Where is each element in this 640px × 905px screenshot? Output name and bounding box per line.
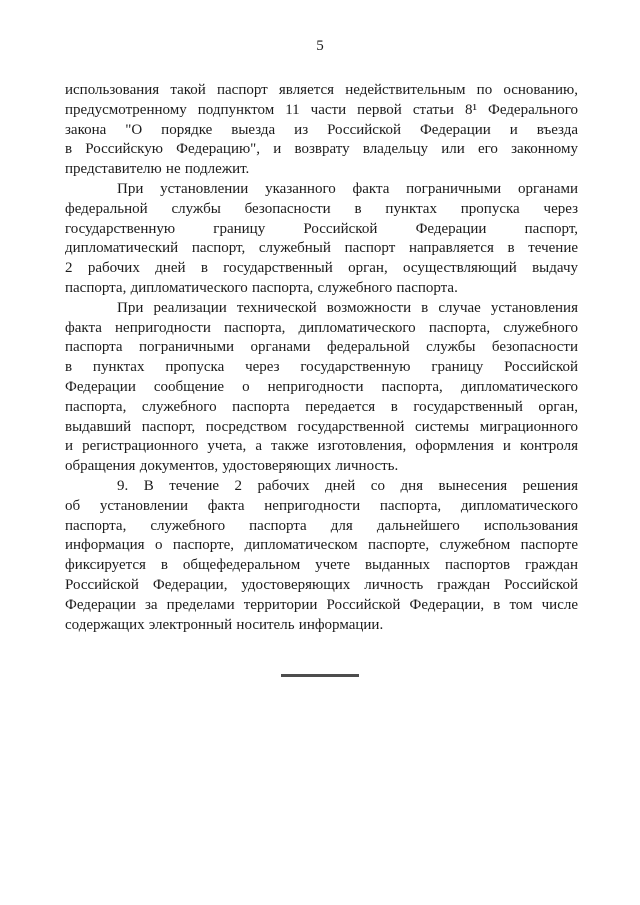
text-line: Федерации за пределами территории Российской Федерации, в том числе (65, 596, 578, 613)
text-line: в Российскую Федерацию", и возврату владельцу или его законному (65, 141, 578, 158)
paragraph (65, 180, 578, 299)
text-line: паспорта пограничными органами федеральной службы безопасности (65, 339, 578, 356)
text-line: При реализации технической возможности в случае установления (117, 299, 578, 316)
text-line: При установлении указанного факта пограничными органами (117, 180, 578, 197)
page-number: 5 (316, 38, 324, 54)
text-line: и регистрационного учета, а также изготовления, оформления и контроля (65, 438, 578, 455)
text-line: Российской Федерации, удостоверяющих личность граждан Российской (65, 576, 578, 593)
text-line: содержащих электронный носитель информации. (65, 616, 384, 633)
text-line: паспорта, служебного паспорта передается в государственный орган, (65, 398, 578, 415)
document-body (65, 81, 578, 635)
text-line: закона "О порядке выезда из Российской Федерации и въезда (65, 121, 578, 138)
text-line: об установлении факта непригодности паспорта, дипломатического (65, 497, 578, 514)
text-line: выдавший паспорт, посредством государственной системы миграционного (65, 418, 578, 435)
text-line: информация о паспорте, дипломатическом паспорте, служебном паспорте (65, 537, 578, 554)
text-line: представителю не подлежит. (65, 161, 250, 178)
text-line: паспорта, служебного паспорта для дальнейшего использования (65, 517, 578, 534)
text-line: Федерации сообщение о непригодности паспорта, дипломатического (65, 378, 578, 395)
paragraph (65, 477, 578, 635)
text-line: 2 рабочих дней в государственный орган, осуществляющий выдачу (65, 260, 578, 277)
text-line: дипломатический паспорт, служебный паспорт направляется в течение (65, 240, 578, 257)
text-line: паспорта, дипломатического паспорта, служебного паспорта. (65, 279, 458, 296)
text-line: факта непригодности паспорта, дипломатического паспорта, служебного (65, 319, 578, 336)
text-line: фиксируется в общефедеральном учете выданных паспортов граждан (65, 557, 578, 574)
text-line: обращения документов, удостоверяющих личность. (65, 458, 399, 475)
text-line: 9. В течение 2 рабочих дней со дня вынесения решения (117, 477, 578, 494)
text-line: предусмотренному подпунктом 11 части первой статьи 8¹ Федерального (65, 101, 578, 118)
section-divider (281, 674, 359, 677)
text-line: государственную границу Российской Федерации паспорт, (65, 220, 578, 237)
text-line: в пунктах пропуска через государственную границу Российской (65, 359, 578, 376)
paragraph (65, 299, 578, 477)
text-line: федеральной службы безопасности в пунктах пропуска через (65, 200, 578, 217)
text-line: использования такой паспорт является недействительным по основанию, (65, 82, 578, 98)
paragraph (65, 81, 578, 180)
